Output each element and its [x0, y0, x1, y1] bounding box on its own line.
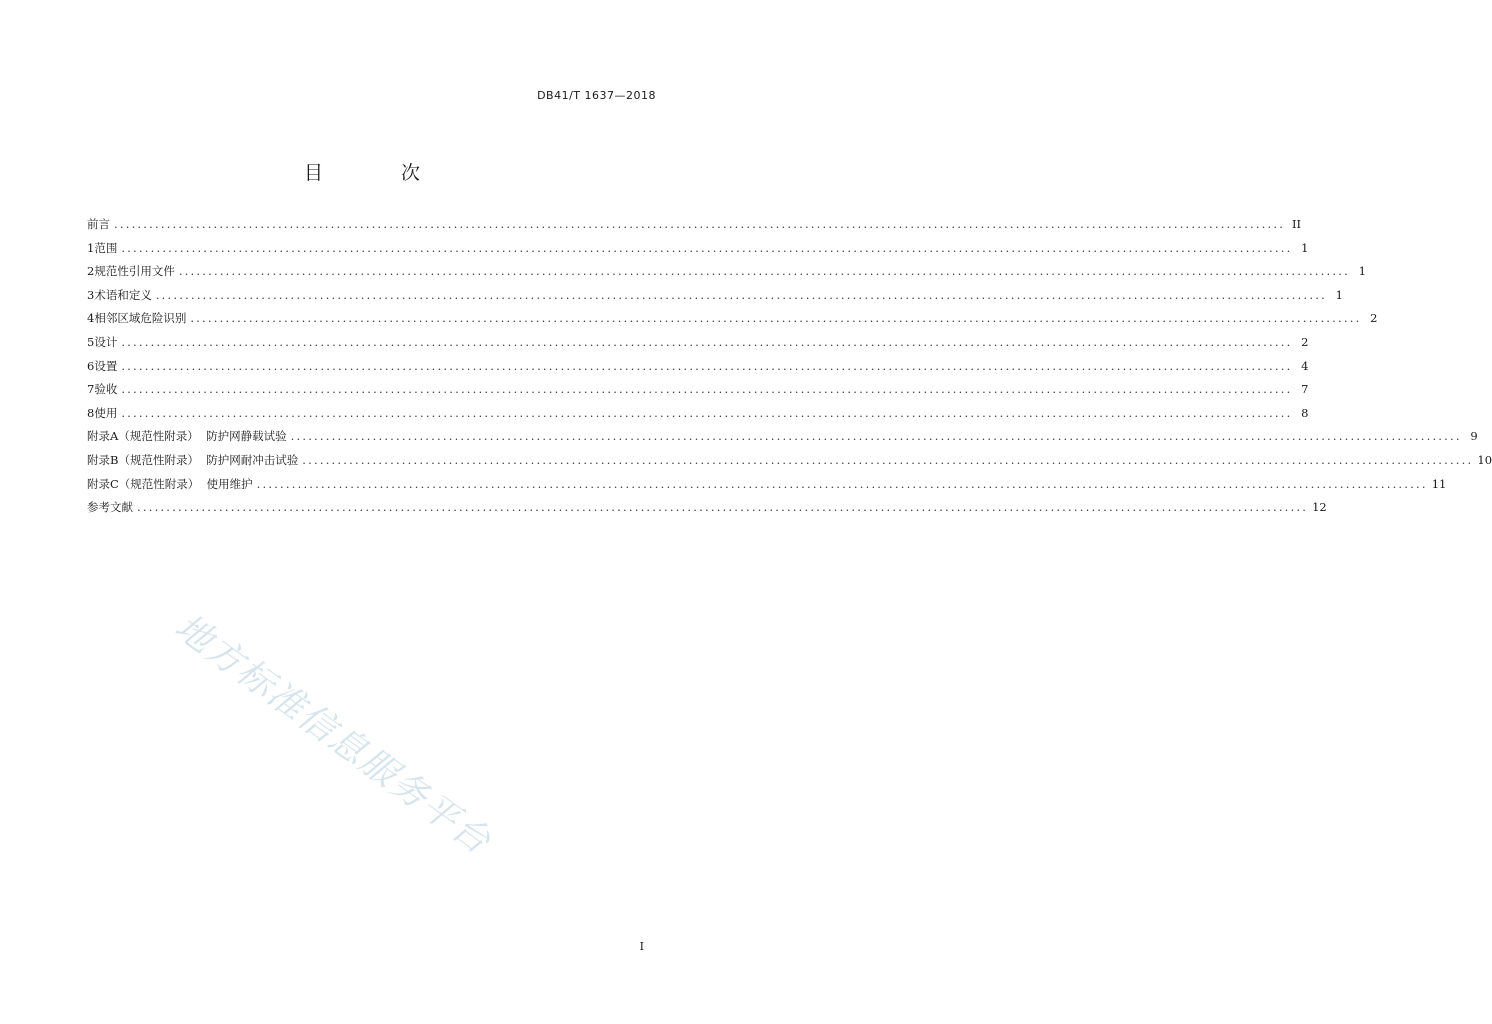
toc-page-number: 1 [1358, 264, 1366, 279]
toc-leader: ........................................................................................................................................................................................................ [121, 334, 1293, 349]
toc-number: 5 [87, 334, 95, 349]
toc-entry[interactable] [87, 310, 1378, 334]
toc-entry[interactable] [87, 499, 1327, 523]
toc-leader: ........................................................................................................................................................................................................ [121, 382, 1293, 397]
toc-label: 附录C（规范性附录） 使用维护 [87, 476, 253, 491]
toc-entry[interactable] [87, 216, 1302, 240]
toc-label: 验收 [94, 382, 118, 397]
toc-page-number: 2 [1301, 334, 1309, 349]
toc-label: 规范性引用文件 [94, 264, 175, 279]
watermark: 地方标准信息服务平台 [167, 606, 499, 864]
toc-page-number: 9 [1470, 429, 1478, 444]
toc-number: 7 [87, 382, 95, 397]
toc-page-number: 1 [1335, 287, 1343, 302]
toc-page-number: 8 [1301, 405, 1309, 420]
toc-leader: ........................................................................................................................................................................................................ [290, 429, 1462, 444]
toc-leader: ........................................................................................................................................................................................................ [121, 358, 1293, 373]
toc-page-number: 7 [1301, 382, 1309, 397]
toc-label: 相邻区域危险识别 [94, 311, 187, 326]
toc-number: 4 [87, 311, 95, 326]
toc-number: 3 [87, 287, 95, 302]
toc-label: 设置 [94, 358, 118, 373]
toc-entry[interactable] [87, 476, 1447, 500]
toc-page-number: 12 [1312, 500, 1327, 515]
toc-number: 2 [87, 264, 95, 279]
toc-entry[interactable] [87, 381, 1309, 405]
toc-leader: ........................................................................................................................................................................................................ [121, 240, 1293, 255]
toc-label: 范围 [94, 240, 118, 255]
toc-entry[interactable] [87, 405, 1309, 429]
toc-page-number: 10 [1477, 452, 1492, 467]
toc-leader: ........................................................................................................................................................................................................ [137, 500, 1309, 515]
toc-label: 设计 [94, 334, 118, 349]
toc-number: 6 [87, 358, 95, 373]
toc-entry[interactable] [87, 452, 1492, 476]
toc-page-number: 1 [1301, 240, 1309, 255]
page-title: 目 次 [303, 162, 457, 184]
toc-label: 参考文献 [87, 500, 133, 515]
toc-number: 1 [87, 240, 95, 255]
toc-page-number: II [1292, 217, 1302, 231]
toc-number: 8 [87, 405, 95, 420]
toc-page-number: 11 [1431, 476, 1447, 491]
toc-leader: ........................................................................................................................................................................................................ [302, 452, 1474, 467]
toc-leader: ........................................................................................................................................................................................................ [178, 264, 1350, 279]
toc-leader: ........................................................................................................................................................................................................ [190, 311, 1362, 326]
toc-label: 附录B（规范性附录） 防护网耐冲击试验 [87, 452, 299, 467]
toc-entry[interactable] [87, 287, 1343, 311]
toc-entry[interactable] [87, 428, 1478, 452]
toc-label: 使用 [94, 405, 118, 420]
table-of-contents [87, 216, 1492, 523]
footer-page-number: I [639, 940, 644, 953]
toc-leader: ........................................................................................................................................................................................................ [256, 476, 1428, 491]
standard-code: DB41/T 1637—2018 [537, 89, 656, 102]
toc-leader: ........................................................................................................................................................................................................ [114, 217, 1286, 231]
toc-leader: ........................................................................................................................................................................................................ [121, 405, 1293, 420]
toc-entry[interactable] [87, 263, 1366, 287]
toc-label: 术语和定义 [94, 287, 152, 302]
toc-leader: ........................................................................................................................................................................................................ [155, 287, 1327, 302]
toc-label: 前言 [87, 217, 110, 231]
toc-label: 附录A（规范性附录） 防护网静载试验 [87, 429, 287, 444]
toc-entry[interactable] [87, 334, 1309, 358]
toc-entry[interactable] [87, 240, 1309, 264]
toc-page-number: 2 [1370, 311, 1378, 326]
toc-page-number: 4 [1301, 358, 1309, 373]
toc-entry[interactable] [87, 358, 1309, 382]
